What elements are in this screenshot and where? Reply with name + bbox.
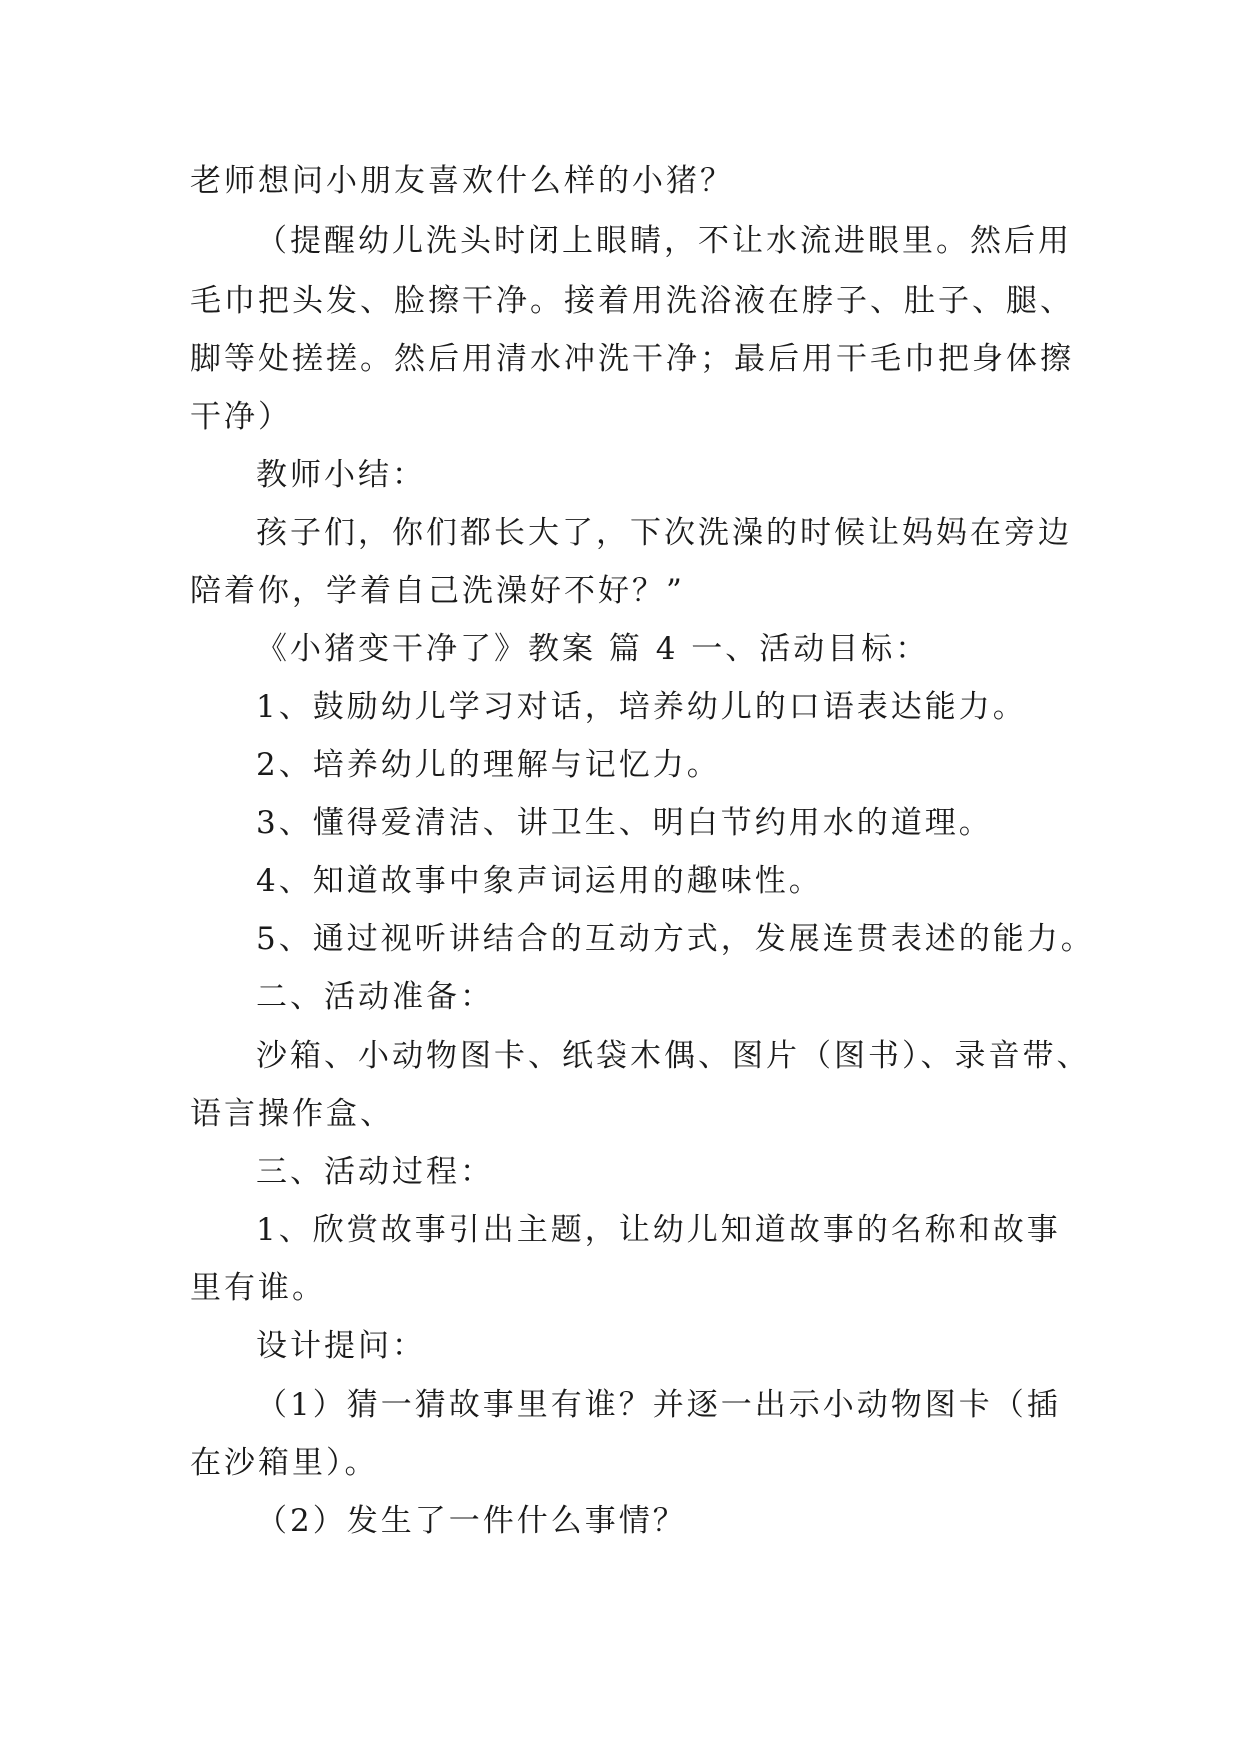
text-line: 毛巾把头发、脸擦干净。接着用洗浴液在脖子、肚子、腿、 [190, 283, 1074, 319]
text-line: （提醒幼儿洗头时闭上眼睛，不让水流进眼里。然后用 [256, 223, 1072, 259]
text-line: （1）猜一猜故事里有谁？并逐一出示小动物图卡（插 [256, 1387, 1061, 1423]
text-line: 1、鼓励幼儿学习对话，培养幼儿的口语表达能力。 [256, 689, 1027, 725]
text-line: 老师想问小朋友喜欢什么样的小猪？ [190, 163, 734, 199]
text-line: 陪着你，学着自己洗澡好不好？” [190, 573, 685, 609]
text-line: （2）发生了一件什么事情？ [256, 1503, 687, 1539]
text-line: 沙箱、小动物图卡、纸袋木偶、图片（图书）、录音带、 [256, 1038, 1091, 1074]
text-line: 脚等处搓搓。然后用清水冲洗干净；最后用干毛巾把身体擦 [190, 341, 1074, 377]
text-line: 4、知道故事中象声词运用的趣味性。 [256, 863, 823, 899]
text-line: 1、欣赏故事引出主题，让幼儿知道故事的名称和故事 [256, 1212, 1061, 1248]
text-line: 2、培养幼儿的理解与记忆力。 [256, 747, 721, 783]
text-line: 教师小结： [256, 457, 426, 493]
text-line: 《小猪变干净了》教案 篇 4 一、活动目标： [256, 631, 930, 667]
text-line: 语言操作盒、 [190, 1096, 394, 1132]
text-line: 二、活动准备： [256, 979, 494, 1015]
text-line: 里有谁。 [190, 1270, 326, 1306]
text-line: 孩子们，你们都长大了，下次洗澡的时候让妈妈在旁边 [256, 515, 1072, 551]
text-line: 三、活动过程： [256, 1154, 494, 1190]
text-line: 干净） [190, 399, 292, 435]
text-line: 3、懂得爱清洁、讲卫生、明白节约用水的道理。 [256, 805, 993, 841]
text-line: 5、通过视听讲结合的互动方式，发展连贯表述的能力。 [256, 921, 1095, 957]
text-line: 在沙箱里）。 [190, 1445, 379, 1481]
text-line: 设计提问： [256, 1328, 426, 1364]
